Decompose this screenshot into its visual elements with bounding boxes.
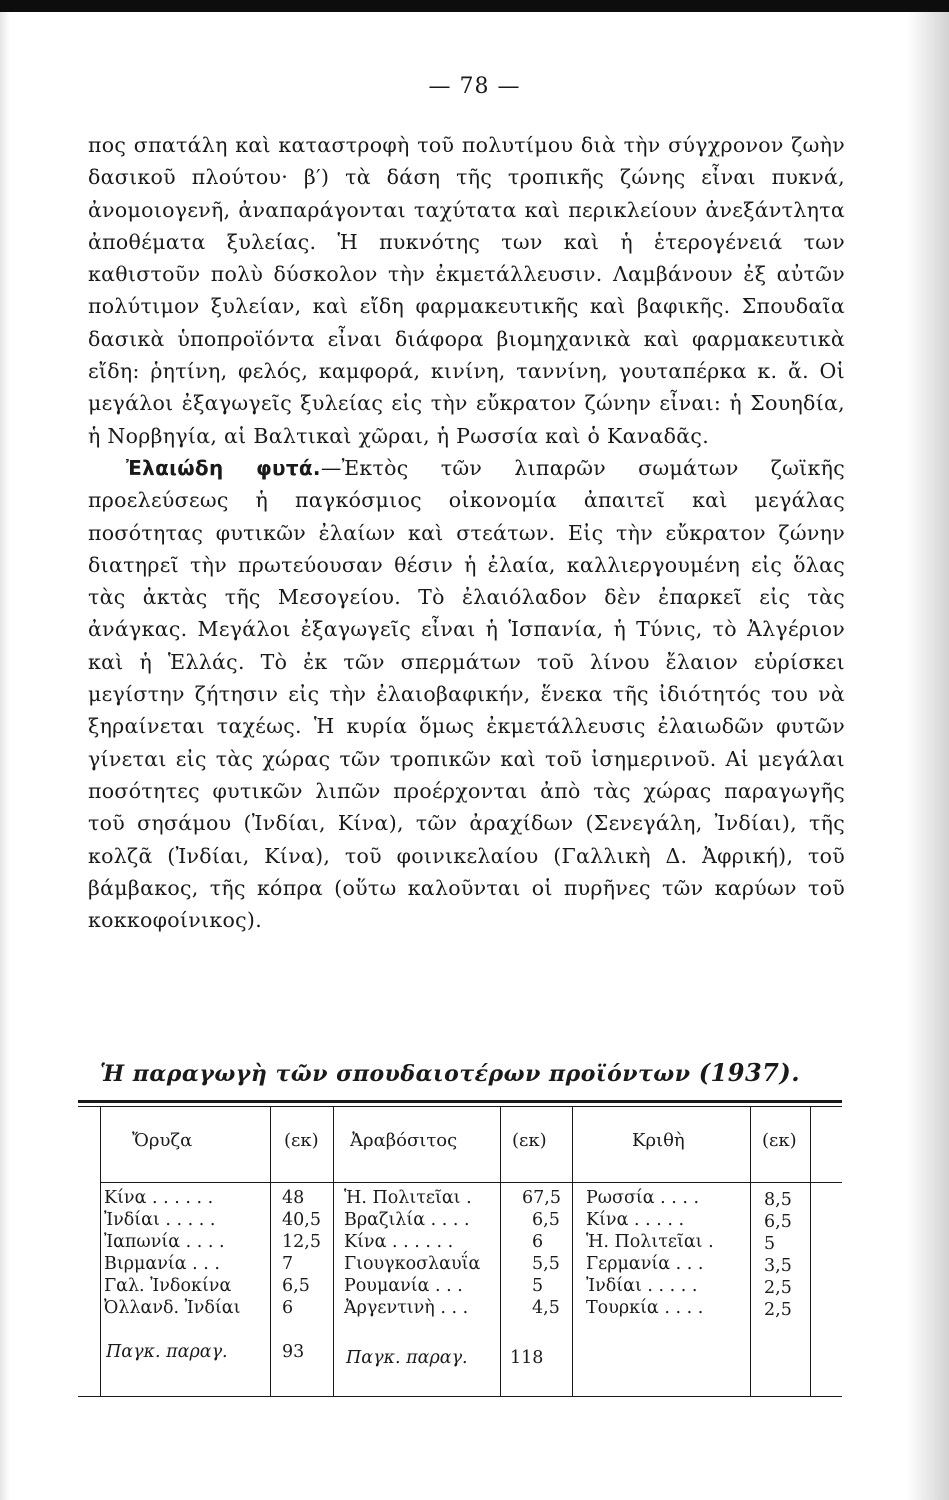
section-heading: Ἐλαιώδη φυτά. bbox=[126, 455, 321, 480]
table-rule-top bbox=[78, 1100, 842, 1103]
header-rice-unit: (εκ) bbox=[284, 1130, 319, 1151]
maize-value: 4,5 bbox=[532, 1298, 560, 1318]
rice-total-value: 93 bbox=[282, 1342, 305, 1362]
barley-country: Ἡ. Πολιτεῖαι . bbox=[586, 1232, 714, 1252]
paragraph-oil-plants bbox=[88, 452, 845, 936]
rice-value: 48 bbox=[282, 1188, 305, 1208]
table-rule-top-thin bbox=[78, 1106, 842, 1107]
maize-country: Βραζιλία . . . . bbox=[344, 1210, 470, 1230]
table-vline bbox=[333, 1106, 334, 1396]
barley-value: 2,5 bbox=[764, 1300, 792, 1320]
maize-value: 6,5 bbox=[532, 1210, 560, 1230]
maize-value: 5,5 bbox=[532, 1254, 560, 1274]
barley-country: Ρωσσία . . . . bbox=[586, 1188, 700, 1208]
barley-country: Κίνα . . . . . bbox=[586, 1210, 685, 1230]
page-number: — 78 — bbox=[428, 74, 521, 99]
barley-value: 6,5 bbox=[764, 1212, 792, 1232]
rice-total-label: Παγκ. παραγ. bbox=[106, 1342, 228, 1362]
rice-country: Ἰνδίαι . . . . . bbox=[104, 1210, 216, 1230]
table-vline bbox=[572, 1106, 573, 1396]
barley-country: Ἰνδίαι . . . . . bbox=[586, 1276, 698, 1296]
table-rule-bottom bbox=[78, 1396, 842, 1397]
rice-country: Ἰαπωνία . . . . bbox=[104, 1232, 225, 1252]
table-vline bbox=[810, 1106, 811, 1396]
maize-value: 6 bbox=[532, 1232, 544, 1252]
scan-top-border bbox=[0, 0, 949, 12]
maize-total-label: Παγκ. παραγ. bbox=[346, 1348, 468, 1368]
table-title-text: Ἡ παραγωγὴ τῶν σπουδαιοτέρων προϊόντων bbox=[100, 1061, 691, 1087]
header-barley: Κριθὴ bbox=[632, 1130, 685, 1151]
rice-country: Ὀλλανδ. Ἰνδίαι bbox=[104, 1298, 241, 1318]
maize-total-value: 118 bbox=[510, 1348, 544, 1368]
barley-value: 8,5 bbox=[764, 1190, 792, 1210]
barley-country: Τουρκία . . . . bbox=[586, 1298, 704, 1318]
maize-value: 67,5 bbox=[522, 1188, 561, 1208]
barley-value: 5 bbox=[764, 1234, 776, 1254]
rice-value: 7 bbox=[282, 1254, 294, 1274]
rice-country: Γαλ. Ἰνδοκίνα bbox=[104, 1276, 232, 1296]
barley-country: Γερμανία . . . bbox=[586, 1254, 704, 1274]
header-maize: Ἀραβόσιτος bbox=[350, 1130, 458, 1151]
rice-value: 12,5 bbox=[282, 1232, 321, 1252]
table-vline bbox=[500, 1106, 501, 1396]
table-title-year: (1937). bbox=[698, 1058, 801, 1087]
maize-country: Γιουγκοσλαυΐα bbox=[344, 1254, 481, 1274]
barley-value: 3,5 bbox=[764, 1256, 792, 1276]
maize-country: Κίνα . . . . . . bbox=[344, 1232, 454, 1252]
table-vline bbox=[100, 1106, 101, 1396]
table-rule-header bbox=[100, 1182, 842, 1183]
rice-value: 6 bbox=[282, 1298, 294, 1318]
rice-country: Βιρμανία . . . bbox=[104, 1254, 220, 1274]
body-text bbox=[88, 129, 845, 936]
scan-left-edge bbox=[0, 12, 10, 1500]
table-vline bbox=[270, 1106, 271, 1396]
rice-country: Κίνα . . . . . . bbox=[104, 1188, 214, 1208]
rice-value: 40,5 bbox=[282, 1210, 321, 1230]
table-vline bbox=[750, 1106, 751, 1396]
maize-country: Ἀργεντινὴ . . . bbox=[344, 1298, 469, 1318]
barley-value: 2,5 bbox=[764, 1278, 792, 1298]
header-barley-unit: (εκ) bbox=[762, 1130, 797, 1151]
maize-value: 5 bbox=[532, 1276, 544, 1296]
paragraph-forests: πος σπατάλη καὶ καταστροφὴ τοῦ πολυτίμου διὰ τὴν σύγχρονον ζωὴν δασικοῦ πλούτου· β′) τὰ δάση τῆς τροπικῆς ζώνης εἶναι πυκνά, ἀνομοιογενῆ, ἀναπαράγονται ταχύτατα καὶ περικλείουν ἀνεξάντλητα ἀποθέματα ξυλείας. Ἡ πυκνότης των καὶ ἡ ἑτερογένειά των καθιστοῦν πολὺ δύσκολον τὴν ἐκμετάλλευσιν. Λαμβάνουν ἐξ αὐτῶν πολύτιμον ξυλείαν, καὶ εἴδη φαρμακευτικῆς καὶ βαφικῆς. Σπουδαῖα δασικὰ ὑποπροϊόντα εἶναι διάφορα βιομηχανικὰ καὶ φαρμακευτικὰ εἴδη: ῥητίνη, φελός, καμφορά, κινίνη, ταννίνη, γουταπέρκα κ. ἄ. Οἱ μεγάλοι ἐξαγωγεῖς ξυλείας εἰς τὴν εὔκρατον ζώνην εἶναι: ἡ Σουηδία, ἡ Νορβηγία, αἱ Βαλτικαὶ χῶραι, ἡ Ρωσσία καὶ ὁ Καναδᾶς. bbox=[88, 133, 845, 448]
maize-country: Ἡ. Πολιτεῖαι . bbox=[344, 1188, 472, 1208]
table-title bbox=[100, 1058, 860, 1087]
maize-country: Ρουμανία . . . bbox=[344, 1276, 463, 1296]
scan-right-edge bbox=[907, 12, 949, 1500]
header-rice: Ὄρυζα bbox=[132, 1130, 193, 1151]
rice-value: 6,5 bbox=[282, 1276, 310, 1296]
paragraph-oil-plants-text: —Ἐκτὸς τῶν λιπαρῶν σωμάτων ζωϊκῆς προελεύσεως ἡ παγκόσμιος οἰκονομία ἀπαιτεῖ καὶ μεγάλας ποσότητας φυτικῶν ἐλαίων καὶ στεάτων. Εἰς τὴν εὔκρατον ζώνην διατηρεῖ τὴν πρωτεύουσαν θέσιν ἡ ἐλαία, καλλιεργουμένη εἰς ὅλας τὰς ἀκτὰς τῆς Μεσογείου. Τὸ ἐλαιόλαδον δὲν ἐπαρκεῖ εἰς τὰς ἀνάγκας. Μεγάλοι ἐξαγωγεῖς εἶναι ἡ Ἱσπανία, ἡ Τύνις, τὸ Ἀλγέριον καὶ ἡ Ἑλλάς. Τὸ ἐκ τῶν σπερμάτων τοῦ λίνου ἔλαιον εὑρίσκει μεγίστην ζήτησιν εἰς τὴν ἐλαιοβαφικήν, ἕνεκα τῆς ἰδιότητός του νὰ ξηραίνεται ταχέως. Ἡ κυρία ὅμως ἐκμετάλλευσις ἐλαιωδῶν φυτῶν γίνεται εἰς τὰς χώρας τῶν τροπικῶν καὶ τοῦ ἰσημερινοῦ. Αἱ μεγάλαι ποσότητες φυτικῶν λιπῶν προέρχονται ἀπὸ τὰς χώρας παραγωγῆς τοῦ σησάμου (Ἰνδίαι, Κίνα), τῶν ἀραχίδων (Σενεγάλη, Ἰνδίαι), τῆς κολζᾶ (Ἰνδίαι, Κίνα), τοῦ φοινικελαίου (Γαλλικὴ Δ. Ἀφρική), τοῦ βάμβακος, τῆς κόπρα (οὕτω καλοῦνται οἱ πυρῆνες τῶν καρύων τοῦ κοκκοφοίνικος). bbox=[88, 455, 845, 933]
header-maize-unit: (εκ) bbox=[512, 1130, 547, 1151]
